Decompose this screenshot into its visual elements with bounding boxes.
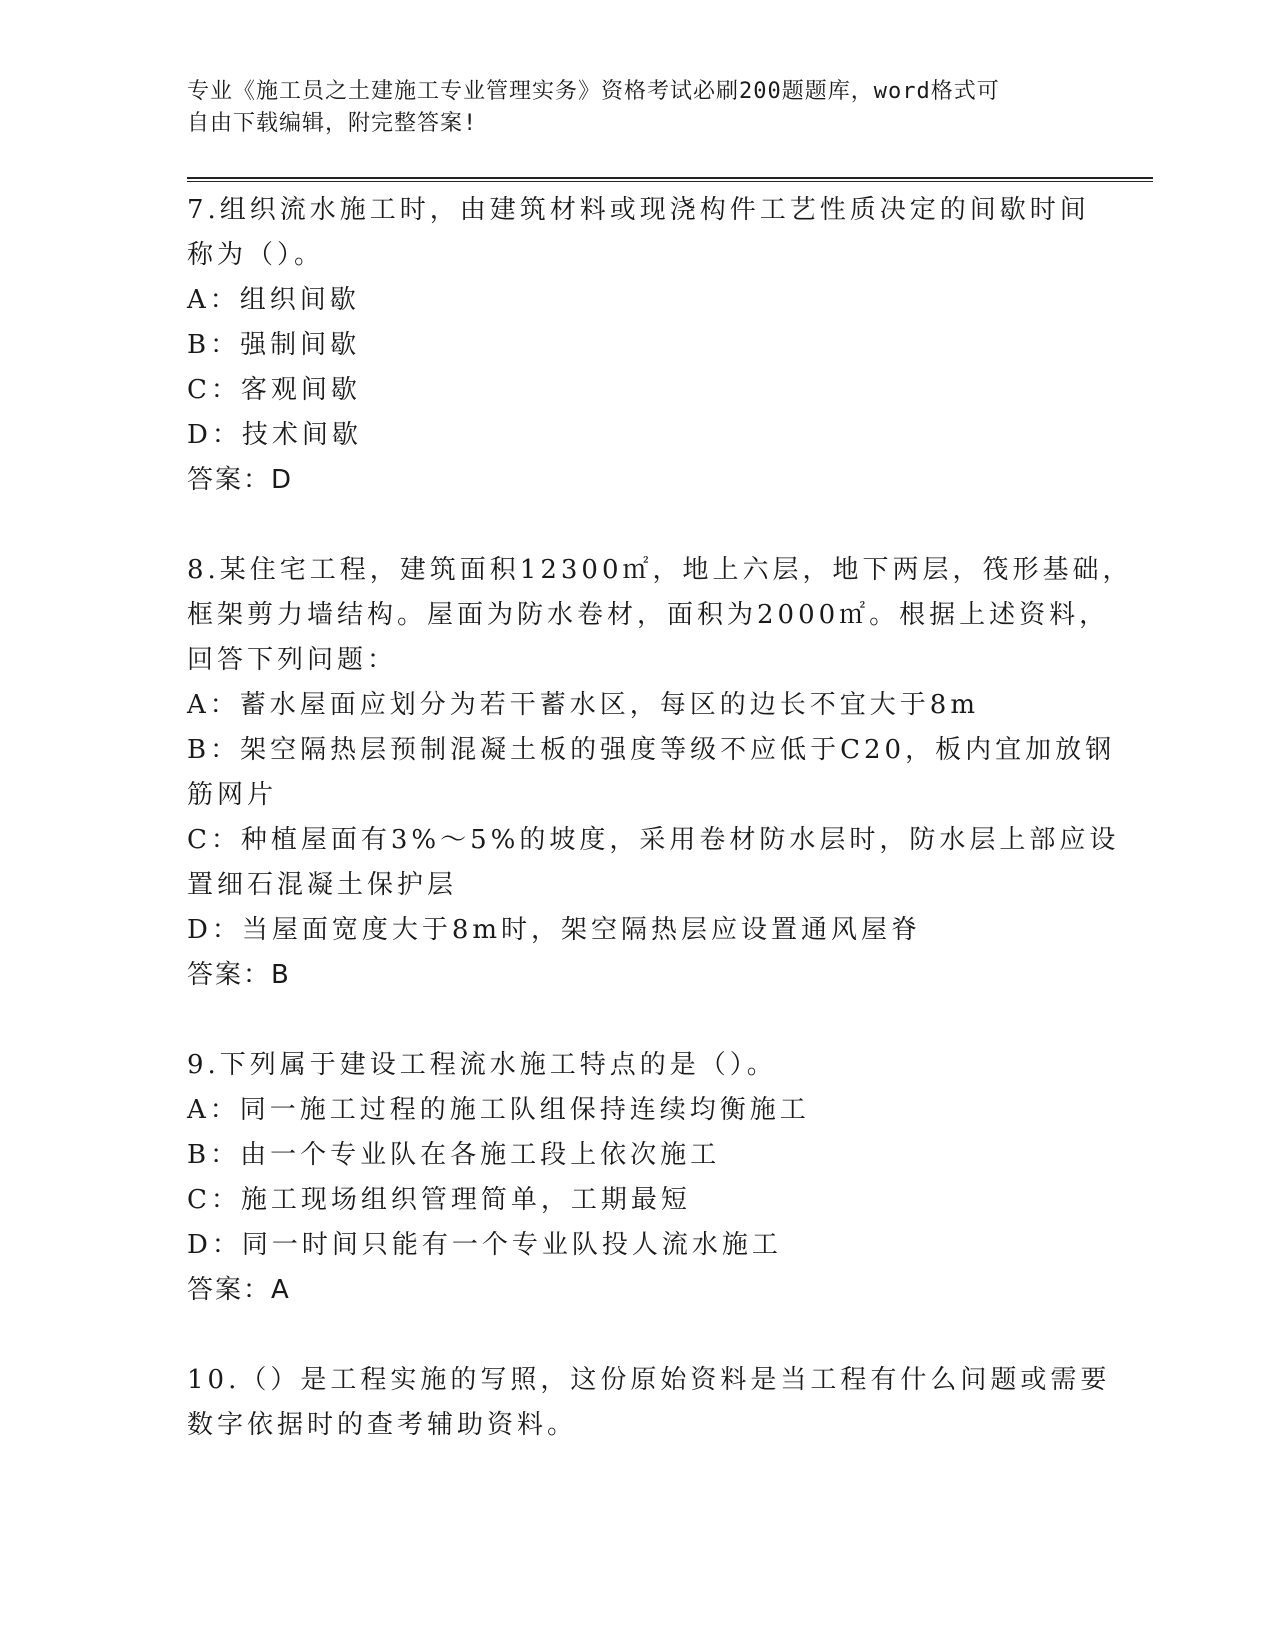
- question-stem: 数字依据时的查考辅助资料。: [187, 1410, 578, 1440]
- document-header: [187, 76, 1067, 140]
- question-7: [187, 188, 1090, 503]
- question-list: [187, 188, 1133, 1448]
- header-divider: [187, 177, 1153, 182]
- option-b: B：强制间歇: [187, 330, 361, 360]
- option-d: D：当屋面宽度大于8m时，架空隔热层应设置通风屋脊: [187, 915, 922, 945]
- question-stem: 7.组织流水施工时，由建筑材料或现浇构件工艺性质决定的间歇时间: [187, 195, 1090, 225]
- question-stem: 8.某住宅工程，建筑面积12300㎡，地上六层，地下两层，筏形基础，: [187, 555, 1133, 585]
- option-a: A：同一施工过程的施工队组保持连续均衡施工: [187, 1095, 810, 1125]
- spacer: [187, 503, 1087, 548]
- question-stem: 9.下列属于建设工程流水施工特点的是（）。: [187, 1050, 777, 1080]
- option-d: D：技术间歇: [187, 420, 362, 450]
- answer-line: 答案：D: [187, 465, 294, 495]
- option-a: A：组织间歇: [187, 285, 360, 315]
- question-stem: 称为（）。: [187, 240, 325, 270]
- question-8: [187, 548, 1133, 998]
- header-title-line-1: 专业《施工员之土建施工专业管理实务》资格考试必刷200题题库，word格式可: [187, 79, 1000, 104]
- option-c: C：种植屋面有3%～5%的坡度，采用卷材防水层时，防水层上部应设: [187, 825, 1120, 855]
- option-c: C：客观间歇: [187, 375, 361, 405]
- question-10: [187, 1358, 1111, 1448]
- option-a: A：蓄水屋面应划分为若干蓄水区，每区的边长不宜大于8m: [187, 690, 979, 720]
- answer-line: 答案：A: [187, 1275, 291, 1305]
- option-c-continued: 置细石混凝土保护层: [187, 870, 458, 900]
- option-d: D：同一时间只能有一个专业队投人流水施工: [187, 1230, 782, 1260]
- question-stem: 10.（）是工程实施的写照，这份原始资料是当工程有什么问题或需要: [187, 1365, 1111, 1395]
- header-title-line-2: 自由下载编辑，附完整答案!: [187, 111, 478, 136]
- question-stem: 框架剪力墙结构。屋面为防水卷材，面积为2000㎡。根据上述资料，: [187, 600, 1110, 630]
- spacer: [187, 1313, 1087, 1358]
- question-9: [187, 1043, 1087, 1313]
- option-b: B：由一个专业队在各施工段上依次施工: [187, 1140, 721, 1170]
- spacer: [187, 998, 1087, 1043]
- option-b-continued: 筋网片: [187, 780, 278, 810]
- option-c: C：施工现场组织管理简单，工期最短: [187, 1185, 691, 1215]
- answer-line: 答案：B: [187, 960, 291, 990]
- question-stem: 回答下列问题：: [187, 645, 398, 675]
- option-b: B：架空隔热层预制混凝土板的强度等级不应低于C20，板内宜加放钢: [187, 735, 1116, 765]
